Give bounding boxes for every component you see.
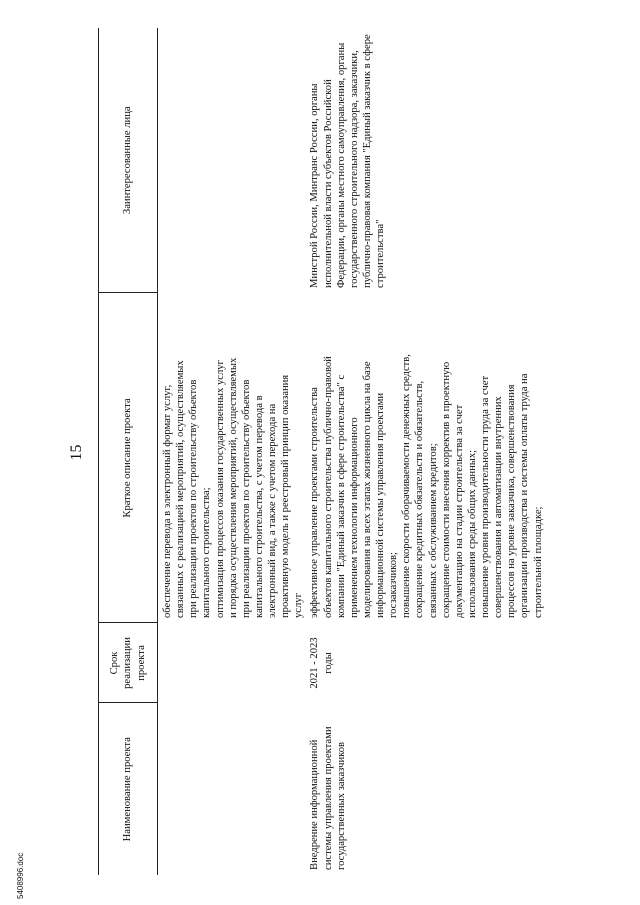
footer-document-code: 5408996.doc — [16, 852, 25, 899]
projects-table — [98, 28, 545, 875]
continuation-description-cell — [158, 293, 306, 623]
header-description: Краткое описание проекта — [99, 293, 158, 623]
description-line: объектов капитального строительства публично-правовой — [322, 356, 334, 618]
description-line: сокращение стоимости внесения корректив в проектную — [440, 361, 452, 618]
description-line: компании "Единый заказчик в сфере строительства" с — [335, 374, 347, 618]
description-line: услуг — [293, 593, 305, 618]
project-name-cell: Внедрение информационной системы управления проектами государственных заказчиков — [309, 726, 347, 870]
description-line: госзаказчиков; — [388, 551, 400, 618]
project-term-cell: 2021 - 2023 годы — [309, 637, 334, 689]
description-line: при реализации проектов по строительству объектов — [188, 379, 200, 618]
description-line: связанных с обслуживанием кредитов; — [427, 443, 439, 618]
description-line: сокращение кредитных обязательств и обязательств, — [414, 380, 426, 618]
table-header-row — [99, 28, 158, 875]
description-line: организации производства и системы оплаты труда на — [519, 373, 531, 618]
header-stakeholders: Заинтересованные лица — [99, 28, 158, 293]
description-line: и порядка осуществления мероприятий, осуществляемых — [227, 357, 239, 618]
description-line: при реализации проектов по строительству объектов — [240, 379, 252, 618]
description-line: совершенствования и автоматизации внутренних — [493, 396, 505, 618]
description-line: моделирования на всех этапах жизненного цикла на базе — [361, 361, 373, 618]
project-stakeholders-cell: Минстрой России, Минтранс России, органы исполнительной власти субъектов Российской Федерации, органы местного самоуправления, органы государственного строительного надзора, заказчики, публично-правовая компания "Единый заказчик в сфере строительства" — [309, 34, 386, 288]
description-line: информационной системы управления проектами — [375, 392, 386, 618]
table-row-project — [305, 28, 544, 875]
description-line: процессов на уровне заказчика, совершенствования — [506, 384, 518, 618]
project-description-cell — [305, 293, 544, 623]
description-line: капитального строительства; — [201, 487, 213, 618]
description-line: проактивную модель и реестровый принцип оказания — [280, 374, 292, 618]
description-line: повышение скорости оборачиваемости денежных средств, — [401, 354, 413, 618]
description-line: капитального строительства, с учетом перевода в — [253, 395, 265, 618]
continuation-stakeholders-cell — [158, 28, 306, 293]
continuation-name-cell — [158, 703, 306, 875]
description-line: обеспечение перевода в электронный формат услуг, — [162, 384, 173, 618]
description-line: использования среды общих данных; — [466, 449, 478, 618]
description-line: строительной площадке; — [532, 506, 544, 618]
description-line: связанных с реализацией мероприятий, осуществляемых — [175, 360, 187, 618]
description-line: эффективное управление проектами строительства — [309, 387, 321, 618]
page-number: 15 — [68, 444, 85, 461]
continuation-term-cell — [158, 623, 306, 703]
header-project-name: Наименование проекта — [99, 703, 158, 875]
header-term: Срок реализации проекта — [99, 623, 158, 703]
description-line: электронный вид, а также с учетом перехода на — [267, 403, 278, 618]
description-line: документацию на стадии строительства за счет — [453, 404, 465, 618]
description-line: повышение уровня производительности труда за счет — [480, 375, 491, 618]
description-line: оптимизация процессов оказания государственных услуг — [214, 360, 226, 618]
description-line: применением технологии информационного — [348, 417, 360, 618]
table-row-continuation — [158, 28, 306, 875]
